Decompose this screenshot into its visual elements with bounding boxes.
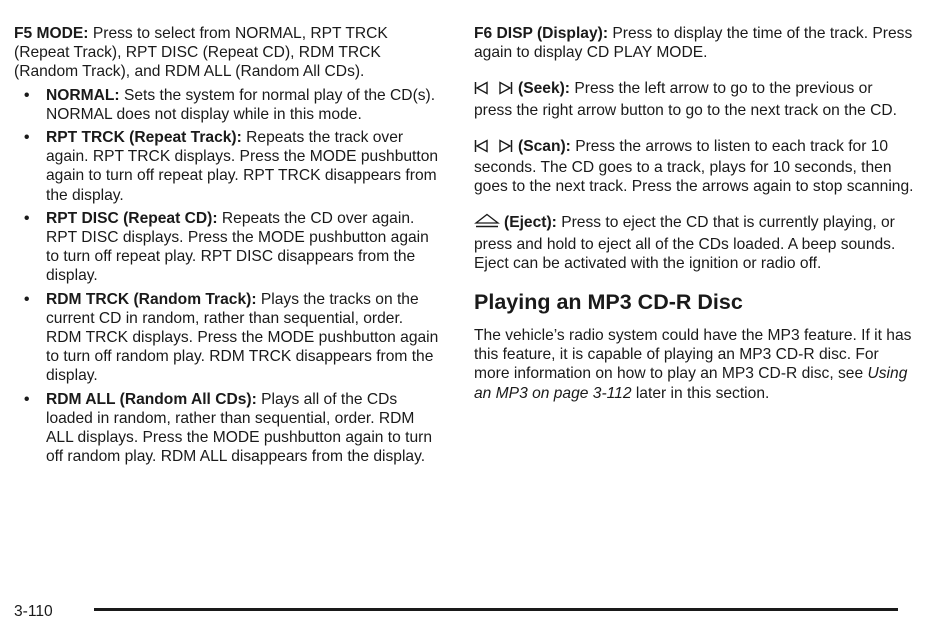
f6-disp-paragraph [474,24,914,62]
scan-paragraph [474,137,914,197]
bullet-icon: • [24,209,30,227]
option-text: Repeats the track over again. RPT TRCK displays. Press the MODE pushbutton again to turn off repeat play. RPT TRCK disappears from the display. [46,129,439,204]
scan-label: (Scan): [518,137,571,155]
option-label: NORMAL: [46,86,120,104]
list-item [14,86,440,124]
mode-options-list [14,86,440,467]
f5-mode-paragraph [14,24,440,82]
f6-disp-text: Press to display the time of the track. Press again to display CD PLAY MODE. [474,25,913,62]
option-text: Plays all of the CDs loaded in random, rather than sequential, order. RDM ALL displays. Press the MODE pushbutton again to turn off random play. RDM ALL disappears from the display. [46,390,433,466]
section-heading: Playing an MP3 CD-R Disc [474,290,743,315]
seek-paragraph [474,79,914,119]
seek-label: (Seek): [518,80,570,98]
bullet-icon: • [24,129,30,147]
eject-icon [474,213,500,234]
bullet-icon: • [24,390,30,408]
mp3-text-end: later in this section. [635,384,770,402]
left-column [14,24,440,470]
bullet-icon: • [24,86,30,104]
option-text: Plays the tracks on the current CD in random, rather than sequential, order. RDM TRCK displays. Press the MODE pushbutton again to turn off random play. RDM TRCK disappears from the display. [46,290,439,385]
option-text: Sets the system for normal play of the CD(s). NORMAL does not display while in this mode. [46,86,436,123]
mp3-text: The vehicle’s radio system could have the MP3 feature. If it has this feature, it is capable of playing an MP3 CD-R disc. For more information on how to play an MP3 CD-R disc, see [474,327,912,383]
f6-disp-label: F6 DISP (Display): [474,25,609,42]
option-label: RDM TRCK (Random Track): [46,290,257,308]
option-label: RPT DISC (Repeat CD): [46,209,218,227]
eject-paragraph [474,213,914,273]
footer-rule [94,608,898,611]
seek-text: Press the left arrow to go to the previous or press the right arrow button to go to the next track on the CD. [474,80,897,119]
option-label: RDM ALL (Random All CDs): [46,390,257,408]
option-text: Repeats the CD over again. RPT DISC displays. Press the MODE pushbutton again to turn off repeat play. RPT DISC disappears from the display. [46,209,429,285]
f5-mode-text: Press to select from NORMAL, RPT TRCK (Repeat Track), RPT DISC (Repeat CD), RDM TRCK (Random Track), and RDM ALL (Random All CDs). [14,25,388,81]
list-item [14,390,440,467]
list-item [14,128,440,205]
eject-label: (Eject): [504,214,557,232]
scan-arrows-icon [474,139,514,158]
seek-arrows-icon [474,81,514,100]
right-column [474,24,914,403]
eject-text: Press to eject the CD that is currently playing, or press and hold to eject all of the CDs loaded. A beep sounds. Eject can be activated with the ignition or radio off. [474,214,896,272]
page-number: 3-110 [14,603,53,620]
f5-mode-label: F5 MODE: [14,25,89,42]
mp3-page-reference: Using an MP3 on page 3-112 [474,365,908,402]
option-label: RPT TRCK (Repeat Track): [46,129,242,147]
mp3-paragraph [474,326,914,403]
bullet-icon: • [24,290,30,308]
scan-text: Press the arrows to listen to each track for 10 seconds. The CD goes to a track, plays for 10 seconds, then goes to the next track. Press the arrows again to stop scanning. [474,137,914,196]
list-item [14,209,440,286]
list-item [14,290,440,386]
